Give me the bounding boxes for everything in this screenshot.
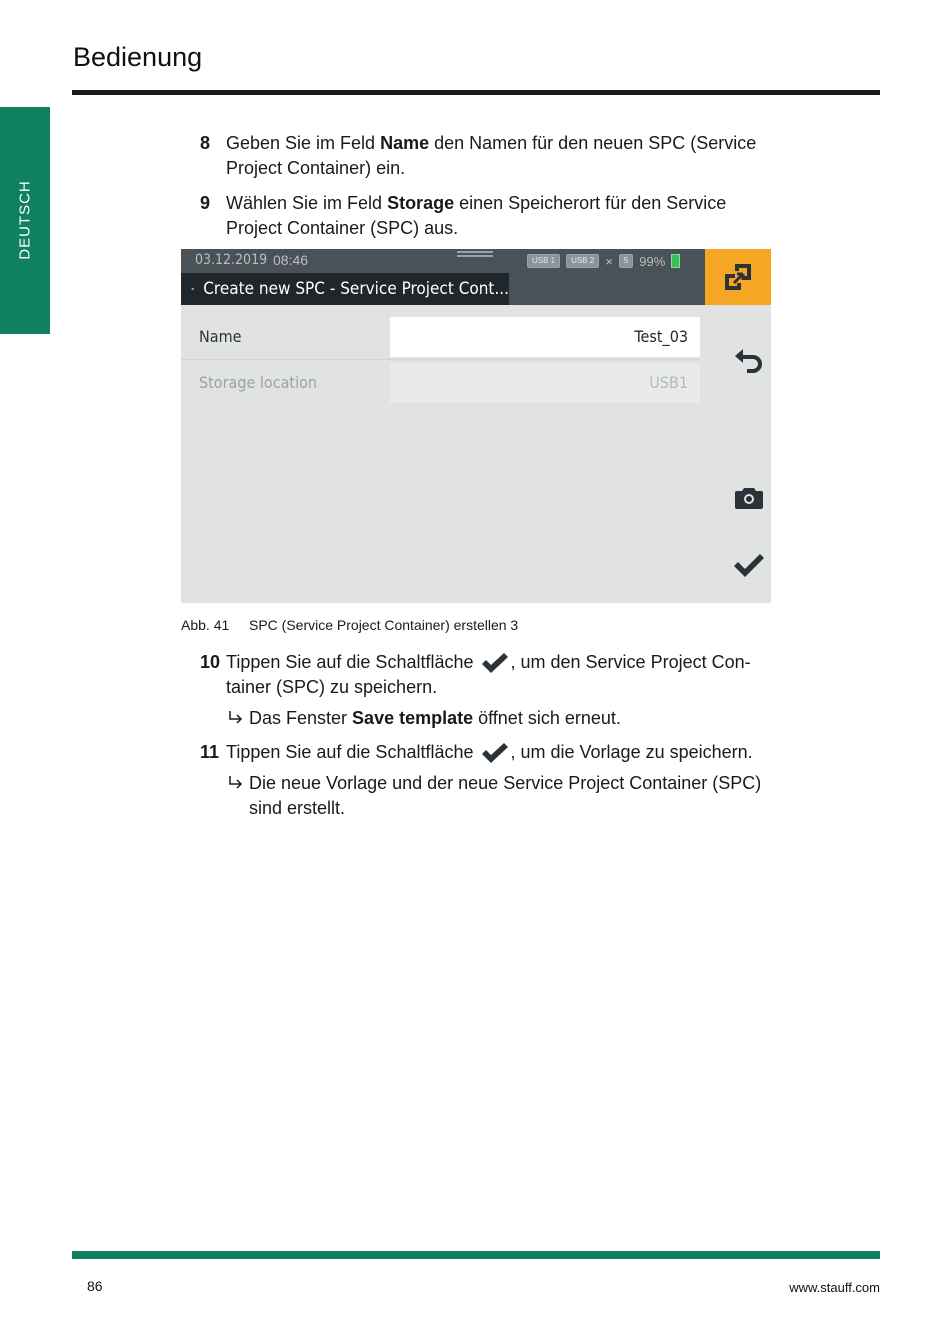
usb1-badge: USB 1 — [527, 254, 560, 268]
language-side-tab-label: DEUTSCH — [16, 180, 34, 260]
step-text-pre: Tippen Sie auf die Schaltfläche — [226, 652, 479, 672]
step-text-post: , um den Service Project Con-tainer (SPC) zu speichern. — [226, 652, 751, 697]
confirm-button[interactable] — [721, 544, 771, 588]
drag-handle-icon[interactable] — [457, 251, 493, 253]
page-number: 86 — [87, 1278, 103, 1294]
step-text — [226, 191, 786, 241]
result-arrow-icon — [226, 706, 246, 731]
header-divider — [72, 90, 880, 95]
step-text — [226, 650, 786, 700]
device-screenshot — [181, 249, 771, 603]
step-text-bold: Storage — [387, 193, 455, 213]
step-text-bold: Name — [380, 133, 430, 153]
step-text-pre: Geben Sie im Feld — [226, 133, 381, 153]
name-value: Test_03 — [634, 327, 688, 346]
device-date: 03.12.2019 — [195, 252, 268, 268]
result-arrow-icon — [226, 771, 246, 796]
step-text-pre: Tippen Sie auf die Schaltfläche — [226, 742, 479, 762]
step-number: 11 — [200, 742, 220, 762]
storage-location-select[interactable] — [390, 363, 700, 403]
device-title-bar — [181, 273, 509, 305]
undo-button[interactable] — [721, 337, 771, 381]
name-label: Name — [199, 327, 242, 346]
page-header-title: Bedienung — [73, 42, 203, 72]
storage-location-row — [181, 361, 699, 405]
camera-button[interactable] — [721, 476, 771, 520]
step-number: 9 — [200, 193, 211, 213]
checkmark-icon — [480, 652, 510, 674]
name-row — [181, 315, 699, 360]
device-status-icons — [527, 252, 680, 270]
step-text — [226, 131, 786, 181]
step-number: 10 — [200, 652, 221, 672]
gear-icon — [191, 278, 194, 300]
battery-percent: 99% — [639, 253, 666, 269]
website-link[interactable]: www.stauff.com — [789, 1280, 880, 1295]
camera-icon — [734, 485, 764, 511]
step-number: 8 — [200, 133, 211, 153]
step-text-pre: Wählen Sie im Feld — [226, 193, 388, 213]
device-screen-title: Create new SPC - Service Project Cont... — [203, 279, 509, 299]
step-text-post: den Namen für den neuen SPC (Service Project Container) ein. — [226, 133, 757, 178]
device-count-badge: 5 — [619, 254, 633, 268]
device-time: 08:46 — [273, 252, 309, 268]
checkmark-icon — [480, 742, 510, 764]
export-icon — [721, 260, 755, 294]
result-text — [249, 706, 789, 731]
step-text-post: , um die Vorlage zu speichern. — [510, 742, 753, 762]
result-text-pre: Das Fenster — [249, 708, 353, 728]
figure-caption-text: SPC (Service Project Container) erstellen 3 — [249, 617, 519, 633]
checkmark-icon — [732, 552, 766, 580]
footer-divider — [72, 1251, 880, 1259]
result-text-post: öffnet sich erneut. — [473, 708, 621, 728]
storage-location-value: USB1 — [649, 373, 688, 392]
undo-icon — [733, 343, 765, 375]
name-input[interactable] — [390, 317, 700, 357]
storage-location-label: Storage location — [199, 373, 317, 392]
battery-icon — [671, 254, 680, 268]
usb2-badge: USB 2 — [566, 254, 599, 268]
close-icon: × — [605, 253, 613, 269]
result-text-bold: Save template — [352, 708, 474, 728]
figure-number: Abb. 41 — [181, 617, 230, 633]
step-text-post: einen Speicherort für den Service Project Container (SPC) aus. — [226, 193, 727, 238]
export-button[interactable] — [705, 249, 771, 305]
step-text — [226, 740, 786, 765]
result-text: Die neue Vorlage und der neue Service Project Container (SPC) sind erstellt. — [249, 773, 762, 818]
